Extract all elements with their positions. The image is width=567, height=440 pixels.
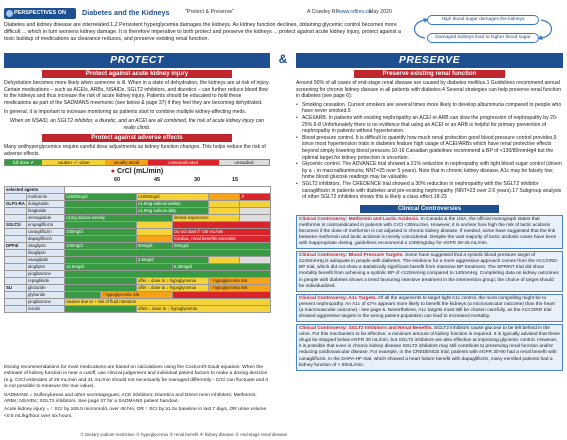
dose-legend <box>4 159 270 166</box>
drug-class-cell <box>5 208 27 215</box>
table-row <box>5 257 271 264</box>
table-row <box>5 285 271 292</box>
table-row <box>5 201 271 208</box>
drug-name-cell: insulin <box>27 306 65 313</box>
dose-cell: offer ↓ dose to ↓ hypoglycemia <box>137 278 209 285</box>
table-row <box>5 271 271 278</box>
table-row <box>5 264 271 271</box>
dose-cell: ≤2000mg/d <box>65 194 137 201</box>
dose-cell: 50mg/d <box>137 243 173 250</box>
drug-class-cell: GLP1-RA <box>6 201 25 207</box>
dose-cell <box>65 278 137 285</box>
dose-cell: ≤1.5mg subcut weekly <box>137 201 209 208</box>
table-row <box>5 292 271 299</box>
preserve-section-title: Preserve existing renal function <box>354 70 505 78</box>
cockcroft-gault-note: Dosing recommendations for most medications are based on calculations using the Cockcroft-Gault equation. When the estimate of kidney function is near a cutoff, use clinical judgement and individual patient factors to make a dosing decision (e.g. CrCl estimates of 29 mL/min and 31 mL/min should not necessarily be managed differently - CrCl can fluctuate and it is not possible to measure the true value). <box>4 365 268 390</box>
table-row <box>5 194 271 201</box>
renal-dosing-table <box>4 186 271 313</box>
preserve-intro: Around 50% of all cases of end-stage renal disease are caused by diabetes mellitus.1 Guidelines recommend annual screening for chronic kidney disease in all patients with diabetes.4 Several strategies can help preserve renal function in diabetes (see page 6): <box>296 80 562 100</box>
dose-cell <box>65 201 137 208</box>
cycle-bottom-label: Damaged kidneys lead to higher blood sugar <box>427 33 539 43</box>
controversy-metformin: Clinical Controversy: Metformin and Lactic Acidosis. In Canada & the USA, the official monograph states that metformin is contraindicated in patients with CrCl <30mL/min. However, it is unclear how high the risk of lactic acidosis becomes if the dose of metformin is not adjusted in chronic kidney disease. If needed, some have suggested that the link between metformin and lactic acidosis is merely coincidental. Despite the vast majority of lactic acidosis cases have been with inappropriate dosing, guidelines recommend ≤ 1000mg/day for eGFR 30-45 mL/min. <box>296 215 563 249</box>
drug-name-cell: pioglitazone <box>27 299 65 306</box>
drug-name-cell: liraglutide <box>27 208 65 215</box>
drug-name-cell: canagliflozin <box>27 229 65 236</box>
drug-name-cell: linagliptin <box>27 250 65 257</box>
table-row <box>5 222 271 229</box>
drug-class-cell <box>5 264 27 271</box>
website-link[interactable]: www.rxfiles.ca <box>338 9 371 15</box>
table-row <box>5 306 271 313</box>
dose-cell: limited experience <box>173 215 240 222</box>
table-row <box>5 215 271 222</box>
protect-column <box>4 70 270 313</box>
drug-name-cell: glyburide <box>27 292 65 299</box>
dose-cell <box>137 236 173 243</box>
drug-class-cell <box>5 271 27 278</box>
crcl-tick-45: 45 <box>154 177 161 184</box>
dose-cell: often ↓ dose to ↓ hypoglycemia <box>137 306 271 313</box>
drug-class-cell <box>5 229 27 236</box>
crcl-label: CrCl (mL/min) <box>116 168 164 176</box>
monitoring-paragraph: In general, it is important to increase monitoring as patients start to combine multiple kidney-affecting meds. <box>4 109 247 116</box>
ade-section-title: Protect against adverse effects <box>42 134 232 142</box>
preserve-banner: PRESERVE <box>296 53 563 68</box>
ade-paragraph: Many antihyperglycemics require careful dose adjustments as kidney function changes. This helps reduce the risk of adverse effects. <box>4 144 266 157</box>
crcl-tick-15: 15 <box>232 177 239 184</box>
drug-class-cell <box>5 215 27 222</box>
dose-cell: Cardiac, renal benefits uncertain <box>173 236 271 243</box>
dose-cell <box>65 306 137 313</box>
dose-cell <box>65 292 101 299</box>
table-row <box>5 229 271 236</box>
dose-cell: Do not start if <30 mL/min <box>173 229 271 236</box>
dose-cell <box>173 292 271 299</box>
publication-date: May 2020 <box>369 9 392 15</box>
dose-cell: ✗ <box>240 194 271 201</box>
aki-paragraph: Dehydration becomes more likely when someone is ill. When in a state of dehydration, the kidneys are at risk of injury. Certain medications – such as ACEIs, ARBs, NSAIDs, SGLT2 inhibitors, and diuretics – can further reduce blood flow to the kidneys and thus increase the risk of acute kidney injury. Patients should be educated to hold these medications as part of the SADMANS mnemonic (see below & page 37) if they feel they are becoming dehydrated. <box>4 80 270 106</box>
cycle-top-label: High blood sugar damages the kidneys <box>427 15 539 25</box>
intro-paragraph: Diabetes and kidney disease are interrelated.1,2 Persistent hyperglycemia damages the kidneys. As kidney function declines, obtaining glycemic control becomes more difficult ... which in turn worsens kidney damage. It is therefore imperative to both protect and preserve the kidneys ... protect against acute kidney injury, protect against a toxic buildup of medications as clearance reduces, and preserve existing renal function. <box>4 22 401 42</box>
drug-name-cell: pioglitazone <box>27 271 65 278</box>
drug-name-cell: empagliflozin <box>27 222 65 229</box>
document-subtitle: "Protect & Preserve" <box>185 9 235 15</box>
dose-cell <box>240 257 271 264</box>
drug-class-cell <box>5 194 27 201</box>
drug-class-cell <box>5 299 27 306</box>
drug-name-cell: metformin <box>27 194 65 201</box>
drug-class-cell <box>5 306 27 313</box>
aki-definition-note: Acute kidney injury = ↑ SCr by ≥26.5 micromol/L over 48 hrs, OR ↑ SCr by ≥1.5x baseline in last 7 days, OR urine volume <0.5 mL/kg/hour over six hours. <box>4 407 267 419</box>
dose-cell <box>65 257 137 264</box>
dose-cell: ↑ hypoglycemia risk <box>209 285 271 292</box>
list-item: • Smoking cessation. Current smokers are several times more likely to develop albuminuria compared to people who have never smoked.5 <box>296 102 563 115</box>
dose-cell <box>240 201 271 208</box>
author: A Crawley RP <box>307 9 339 15</box>
dose-cell <box>240 215 271 222</box>
table-header: selected agents <box>5 187 65 194</box>
controversy-a1c-targets: Clinical Controversy: A1c Targets. Of all the arguments to target tight A1c control, the most compelling might be to prevent nephropathy. An A1c of ≤7% appears more likely to benefit the kidneys (a microvascular outcome) than the heart (a macrovascular outcome) - see page 5. Nevertheless, A1c targets must still be chosen carefully, as the ACCORD trial showed aggressive targets in the wrong patient population can lead to increased mortality. <box>296 294 563 322</box>
drug-class-cell <box>5 250 27 257</box>
table-row <box>5 208 271 215</box>
drug-name-cell: semaglutide <box>27 215 65 222</box>
badge-label: PERSPECTIVES ON <box>14 10 66 16</box>
table-row <box>5 236 271 243</box>
drug-name-cell: dapagliflozin <box>27 236 65 243</box>
dose-cell: ≤1mg subcut weekly <box>65 215 173 222</box>
dose-cell: ↑ hypoglycemia risk <box>209 278 271 285</box>
dose-cell: ≤1.8mg subcut daily <box>137 208 209 215</box>
drug-name-cell: sitagliptin <box>27 243 65 250</box>
ampersand: & <box>278 52 288 66</box>
crcl-axis-label <box>4 168 270 177</box>
left-footnotes <box>4 365 270 420</box>
dose-cell <box>137 229 173 236</box>
dose-cell: 12.5mg/d <box>65 264 173 271</box>
dose-cell <box>137 222 173 229</box>
list-item: • Glycemic control. The ADVANCE trial showed a 21% reduction in nephropathy with tight blood sugar control (driven by a ↓ in macroalbuminuria; NNT=25 over 5 years). Note that in chronic kidney disease, A1c may be falsely low; home blood glucose readings may be valuable. <box>296 161 563 181</box>
drug-name-cell: alogliptin <box>27 264 65 271</box>
drug-class-cell: DPP4i <box>5 243 27 250</box>
dose-cell: 100mg/d <box>65 229 137 236</box>
dose-cell: 25mg/d <box>173 243 271 250</box>
drug-class-cell <box>5 257 27 264</box>
table-row <box>5 250 271 257</box>
abbreviation-footer: ① Dietary sodium restriction ② hypoglycemia ③ renal benefit ④ kidney disease ⑤ end-stage renal disease <box>80 432 288 437</box>
dose-cell: 2.5mg/d <box>137 257 209 264</box>
controversies-title: Clinical Controversies <box>360 205 499 213</box>
crcl-tick-60: 60 <box>114 177 121 184</box>
legend-caution: caution –/ ↓dose <box>42 160 105 165</box>
dose-cell <box>65 271 271 278</box>
crcl-ticks <box>4 177 270 184</box>
dose-cell: 100mg/d <box>65 243 137 250</box>
dose-cell <box>209 194 240 201</box>
drug-name-cell: dulaglutide <box>27 201 65 208</box>
legend-usually-avoid: usually avoid <box>105 160 147 165</box>
drug-class-cell <box>5 236 27 243</box>
dose-cell <box>65 208 137 215</box>
dose-cell <box>173 222 271 229</box>
dose-cell <box>209 257 240 264</box>
dose-cell: offer ↓ dose to ↓ hypoglycemia <box>137 285 209 292</box>
dose-cell <box>209 208 240 215</box>
sadmans-note: SADMANS = Sulfonylureas and other secretagogues; ACE inhibitors; Diuretics and Direct renin inhibitors; Metformin; ARBs; NSAIDs; SGLT2 inhibitors. See page 37 for a SADMANS patient handout. <box>4 392 257 405</box>
perspectives-badge <box>4 8 76 19</box>
dose-cell: 6.25mg/d <box>173 264 271 271</box>
dose-cell <box>209 201 240 208</box>
triple-whammy-note: When on NSAID, an SGLT2 inhibitor, a diuretic, and an ACEI are all combined, the risk of acute kidney injury can really climb. <box>10 117 264 131</box>
badge-dot-icon <box>6 10 13 17</box>
vicious-cycle-diagram <box>409 4 563 50</box>
drug-name-cell: gliclazide <box>27 285 65 292</box>
cycle-arrows-icon <box>409 4 563 50</box>
drug-name-cell: saxagliptin <box>27 257 65 264</box>
drug-class-cell: SGLT2i <box>5 222 27 229</box>
preserve-column <box>296 70 563 371</box>
kidney-icon: ● <box>110 168 115 176</box>
dose-cell: ≤1000mg/d <box>137 194 209 201</box>
crcl-tick-30: 30 <box>194 177 201 184</box>
aki-section-title: Protect against acute kidney injury <box>42 70 232 78</box>
drug-name-cell: repaglinide <box>27 278 65 285</box>
controversy-sglt2: Clinical Controversy: SGLT2 Inhibitors and Renal Benefits. SGLT2 inhibitors cause glucose to be left behind in the urine. For this mechanism to be effective, a minimum amount of kidney function is required. It is typically advised that these drugs be stopped below eGFR 30 mL/min, but SGLT2 inhibitors are also effective at improving glycemic control. However, it is possible that even in chronic kidney disease SGLT2 inhibitors may still contribute to preserving renal function and/or reducing cardiovascular disease. For example, in the CREDENCE trial, patients with eGFR 30-90 had a renal benefit with canagliflozin. In the DAPA-HF trial, which showed a heart failure benefit with dapagliflozin, many enrolled patients had a kidney function of < 60mL/min. <box>296 324 563 371</box>
dose-cell <box>65 250 271 257</box>
dose-cell <box>65 236 137 243</box>
controversy-bp-targets: Clinical Controversy: Blood Pressure Targets. Some have suggested that a systolic blood pressure target of ≤140mmHg is adequate in people with diabetes. The evidence for a more aggressive approach comes from the ACCORD-BP trial, which did not show a statistically significant benefit from intensive BP treatment. The SPRINT trial did show mortality benefit from achieving a systolic BP of <120mmHg compared to 140mmHg. Completing data on kidney outcomes in people with diabetes shows a trend favouring intensive treatment in the intervention group; the choice of target should be individualized. <box>296 251 563 292</box>
legend-unstudied: unstudied <box>219 160 269 165</box>
table-row <box>5 299 271 306</box>
list-item: • ACEI/ARB. In patients with existing nephropathy an ACEI or ARB can slow the progression of nephropathy by 20-25%.6-8 Unfortunately there is no evidence that using an ACEI or an ARB is helpful for primary prevention of nephropathy in patients without hypertension. <box>296 115 563 135</box>
list-item: • Blood pressure control. It is difficult to quantify how much renal protection good blood pressure control provides,9 since most hypertension trials in diabetes feature high usage of ACEI/ARBs which have renal protective effects beyond simply lowering blood pressure.10-16 Canadian guidelines recommend a BP of <130/80mmHg4 but the optimal target for kidney protection is uncertain. <box>296 135 563 161</box>
protect-banner: PROTECT <box>4 53 270 68</box>
table-row <box>5 243 271 250</box>
dose-cell <box>240 208 271 215</box>
header <box>4 4 563 50</box>
drug-class-cell: SU <box>5 285 27 292</box>
legend-contraindicated: contraindicated <box>148 160 219 165</box>
strategy-list <box>296 102 563 201</box>
dose-cell: caution due to ↑ risk of fluid retention <box>65 299 271 306</box>
list-item: • SGLT2 inhibitors. The CREDENCE trial showed a 30% reduction in nephropathy with the SGLT2 inhibitor canagliflozin in patients with diabetes and pre-existing nephropathy (NNT=23 over 2.6 years).17 Subgroup analysis of other SGLT2 inhibitors shows this is likely a class effect.18-23 <box>296 181 563 201</box>
dose-cell: ↑ hypoglycemia risk <box>101 292 173 299</box>
drug-class-cell <box>5 292 27 299</box>
document-title: Diabetes and the Kidneys <box>82 8 170 17</box>
dose-cell <box>65 285 137 292</box>
table-row <box>5 278 271 285</box>
dose-cell <box>65 222 137 229</box>
drug-class-cell <box>5 278 27 285</box>
legend-full-dose: full dose ✔ <box>5 160 42 165</box>
